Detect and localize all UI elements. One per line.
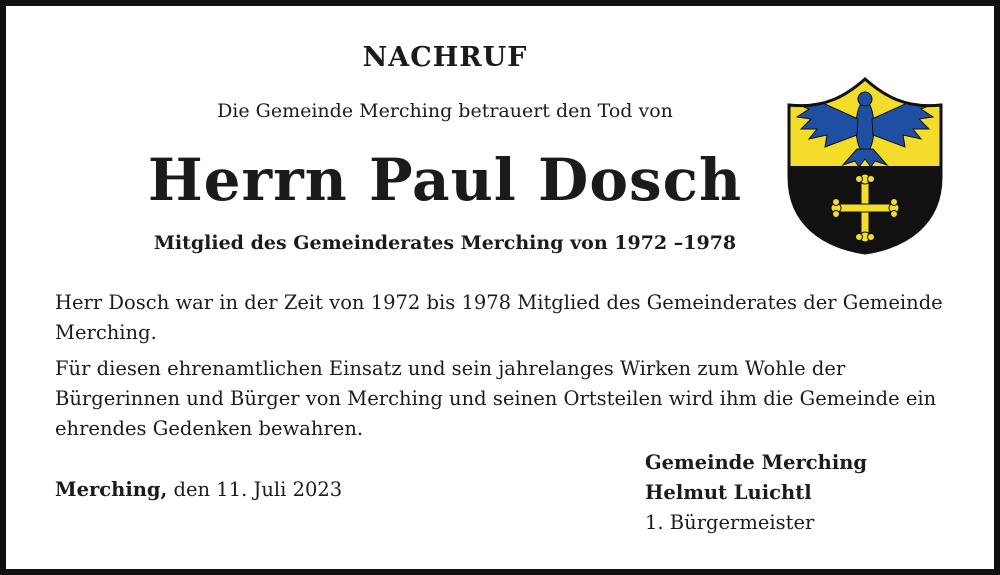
notice-heading: NACHRUF	[362, 42, 528, 73]
notice-body	[55, 288, 945, 450]
signature-block	[645, 448, 867, 538]
signature-organization: Gemeinde Merching	[645, 451, 868, 474]
coat-of-arms-eagle-cross-icon	[785, 75, 945, 255]
body-paragraph: Herr Dosch war in der Zeit von 1972 bis 1978 Mitglied des Gemeinderates der Gemeinde Merching.	[55, 291, 943, 344]
place: Merching,	[55, 478, 168, 501]
body-paragraph: Für diesen ehrenamtlichen Einsatz und sein jahrelanges Wirken zum Wohle der Bürgerinnen und Bürger von Merching und seinen Ortsteilen wird ihm die Gemeinde ein ehrendes Gedenken bewahren.	[55, 357, 937, 440]
place-date	[55, 478, 342, 501]
signature-person: Helmut Luichtl	[645, 481, 812, 504]
date: den 11. Juli 2023	[167, 478, 343, 501]
notice-intro: Die Gemeinde Merching betrauert den Tod von	[217, 100, 673, 122]
signature-role: 1. Bürgermeister	[645, 511, 815, 534]
deceased-name: Herrn Paul Dosch	[147, 146, 743, 214]
notice-subtitle: Mitglied des Gemeinderates Merching von 1972 –1978	[153, 232, 737, 254]
